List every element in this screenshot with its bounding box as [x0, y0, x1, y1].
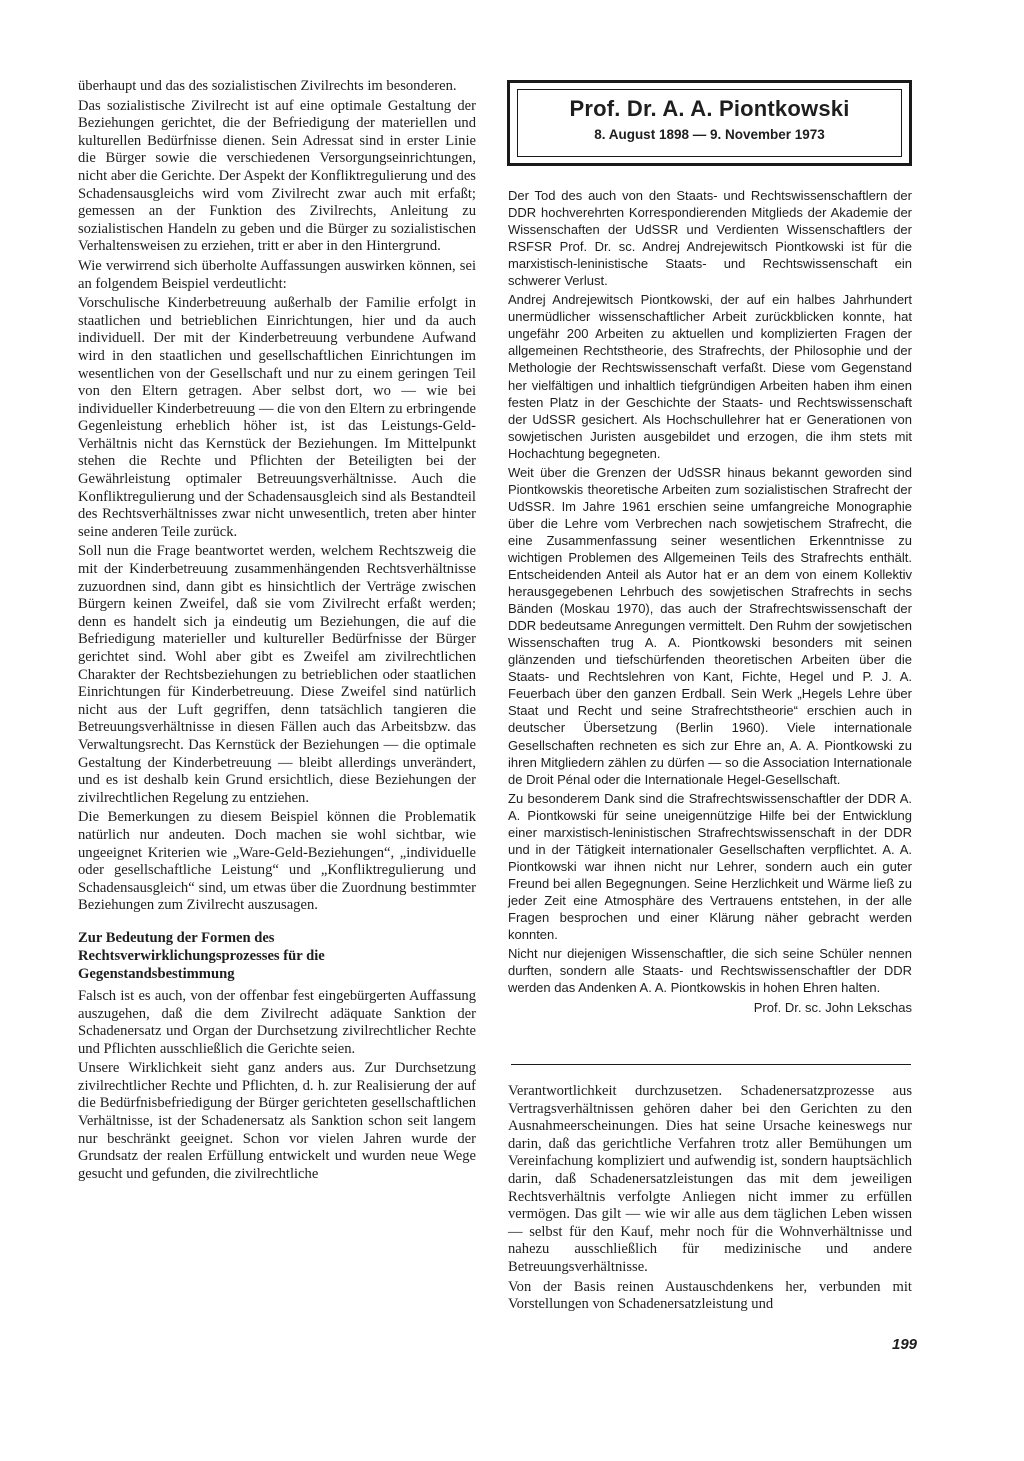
obituary-text	[508, 187, 912, 1016]
obituary-paragraph: Weit über die Grenzen der UdSSR hinaus bekannt geworden sind Piontkowskis theoretische Arbeiten zum sozialistischen Strafrecht der UdSSR. Im Jahre 1961 erschien seine umfangreiche Monographie über die Lehre vom Verbrechen nach sowjetischem Strafrecht, die eine Zusammenfassung seiner wesentlichen Erkenntnisse zu wichtigen Problemen des Allgemeinen Teils des Strafrechts enthält. Entscheidenden Anteil als Autor hat er an dem von einem Kollektiv herausgegebenen Lehrbuch des sowjetischen Strafrechts in sechs Bänden (Moskau 1970), das auch der Strafrechtswissenschaft der DDR bedeutsame Anregungen vermittelt. Den Ruhm der sowjetischen Wissenschaften trug A. A. Piontkowski besonders mit seinen glänzenden und tiefschürfenden theoretischen Arbeiten über die Staats- und Rechtslehren von Kant, Fichte, Hegel und P. J. A. Feuerbach über den ganzen Erdball. Sein Werk „Hegels Lehre über Staat und Recht und seine Strafrechtstheorie“ erschien auch in deutscher Übersetzung (Berlin 1960). Viele internationale Gesellschaften rechneten es sich zur Ehre an, A. A. Piontkowski zu ihren Mitgliedern zählen zu dürfen — so die Association Internationale de Droit Pénal oder die Internationale Hegel-Gesellschaft.	[508, 464, 912, 787]
paragraph: Das sozialistische Zivilrecht ist auf eine optimale Gestaltung der Beziehungen gerichtet, die der Befriedigung der materiellen und kulturellen Bedürfnisse dienen. Sein Adressat sind in erster Linie die Bürger sowie die verschiedenen Versorgungseinrichtungen, nicht aber die Gerichte. Der Aspekt der Konfliktregulierung und des Schadensausgleichs wird vom Zivilrecht zwar auch mit erfaßt; gemessen an der Funktion des Zivilrechts, Anleitung zu sozialistischen Handeln zu geben und die Bürger zu sozialistischen Verhaltensweisen zu erziehen, tritt er aber in den Hintergrund.	[78, 97, 476, 255]
left-column	[78, 78, 476, 1183]
obituary-paragraph: Nicht nur diejenigen Wissenschaftler, die sich seine Schüler nennen durften, sondern alle Staats- und Rechtswissenschaftler der DDR werden das Andenken A. A. Piontkowskis in hohen Ehren halten.	[508, 946, 912, 996]
paragraph: Falsch ist es auch, von der offenbar fest eingebürgerten Auffassung auszugehen, daß die dem Zivilrecht adäquate Sanktion der Schadenersatz und Organ der Durchsetzung zivilrechtlicher Rechte und Pflichten ausschließlich die Gerichte seien.	[78, 987, 476, 1057]
obituary-paragraph: Andrej Andrejewitsch Piontkowski, der auf ein halbes Jahrhundert unermüdlicher wissenschaftlicher Arbeit zurückblicken konnte, hat ungefähr 200 Arbeiten zu aktuellen und komplizierten Fragen der allgemeinen Rechtstheorie, des Strafrechts, der Philosophie und der Methologie der Rechtswissenschaft verfaßt. Diese vom Gegenstand her vielfältigen und inhaltlich tiefgründigen Arbeiten haben ihm einen festen Platz in der Geschichte der Staats- und Rechtswissenschaft der UdSSR gesichert. Als Hochschullehrer hat er Generationen von sowjetischen Juristen ausgebildet und erzogen, die ihm stets mit Hochachtung begegneten.	[508, 292, 912, 461]
obituary-title-inner-frame	[517, 89, 902, 157]
obituary-paragraph: Zu besonderem Dank sind die Strafrechtswissenschaftler der DDR A. A. Piontkowski für seine uneigennützige Hilfe bei der Entwicklung einer marxistisch-leninistischen Strafrechtswissenschaft in der DDR und in der Tätigkeit internationaler Gesellschaften verpflichtet. A. A. Piontkowski war ihnen nicht nur Lehrer, sondern auch ein guter Freund bei allen Begegnungen. Seine Herzlichkeit und Wärme ließ zu jeder Zeit eine Atmosphäre des Vertrauens entstehen, in der alle Fragen besprochen und einer Klärung näher gebracht werden konnten.	[508, 790, 912, 943]
paragraph: Wie verwirrend sich überholte Auffassungen auswirken können, sei an folgendem Beispiel verdeutlicht:	[78, 257, 476, 292]
paragraph: überhaupt und das des sozialistischen Zivilrechts im besonderen.	[78, 78, 457, 94]
section-heading: Zur Bedeutung der Formen des Rechtsverwirklichungsprozesses für die Gegenstandsbestimmung	[78, 929, 325, 982]
paragraph: Soll nun die Frage beantwortet werden, welchem Rechtszweig die mit der Kinderbetreuung zusammenhängenden Rechtsverhältnisse zuzuordnen sind, dann gibt es hinsichtlich der Verträge zwischen Bürgern keinen Zweifel, daß sie vom Zivilrecht erfaßt werden; denn es handelt sich ja eindeutig um Beziehungen, die auf die Befriedigung materieller und kultureller Bedürfnisse der Bürger gerichtet sind. Wohl aber gibt es Zweifel am zivilrechtlichen Charakter der Rechtsbeziehungen zu betrieblichen oder staatlichen Einrichtungen für Kinderbetreuung. Diese Zweifel sind natürlich nicht aus der Luft gegriffen, denn tatsächlich tangieren die Betreuungsverhältnisse in diesen Fällen auch das Arbeitsbzw. das Verwaltungsrecht. Das Kernstück der Beziehungen — die optimale Gestaltung der Kinderbetreuung — bleibt allerdings unverändert, und es ist deshalb kein Grund ersichtlich, diese Beziehungen der zivilrechtlichen Regelung zu entziehen.	[78, 543, 476, 806]
obituary-signature: Prof. Dr. sc. John Lekschas	[753, 1000, 912, 1016]
obituary-paragraph: Der Tod des auch von den Staats- und Rechtswissenschaftlern der DDR hochverehrten Korrespondierenden Mitglieds der Akademie der Wissenschaften der UdSSR und Verdienten Wissenschaftlers der RSFSR Prof. Dr. sc. Andrej Andrejewitsch Piontkowski ist für die marxistisch-leninistische Staats- und Rechtswissenschaft ein schwerer Verlust.	[508, 188, 912, 289]
paragraph: Vorschulische Kinderbetreuung außerhalb der Familie erfolgt in staatlichen und betrieblichen Einrichtungen, hier und da auch individuell. Der mit der Kinderbetreuung verbundene Aufwand wird in den staatlichen und gesellschaftlichen Einrichtungen im wesentlichen von der Gesellschaft und nur zu einem geringen Teil von den Eltern getragen. Aber selbst dort, wo — wie bei individueller Kinderbetreuung — die von den Eltern zu erbringende Gegenleistung erheblich höher ist, ist das Leistungs-Geld-Verhältnis nicht das Kernstück der Beziehungen. Im Mittelpunkt stehen die Rechte und Pflichten der Beteiligten bei der Gewährleistung optimaler Betreuungsverhältnisse. Auch die Konfliktregulierung und der Schadensausgleich sind als Bestandteil des Rechtsverhältnisses zwar nicht unwesentlich, treten aber hinter seine anderen Teile zurück.	[78, 295, 476, 540]
obituary-title-box	[507, 80, 912, 166]
obituary-dates: 8. August 1898 — 9. November 1973	[594, 127, 825, 142]
page-number: 199	[892, 1336, 918, 1353]
divider-rule	[511, 1064, 911, 1065]
right-column-continuation	[508, 1083, 912, 1314]
obituary-name: Prof. Dr. A. A. Piontkowski	[569, 96, 850, 121]
paragraph: Verantwortlichkeit durchzusetzen. Schadenersatzprozesse aus Vertragsverhältnissen gehören daher bei den Gerichten zu den Ausnahmeerscheinungen. Dies hat seine Ursache keineswegs nur darin, daß das gerichtliche Verfahren trotz aller Bemühungen um Vereinfachung kompliziert und aufwendig ist, sondern hauptsächlich darin, daß Schadenersatzleistungen das mit dem jeweiligen Rechtsverhältnis verfolgte Anliegen nicht immer zu erfüllen vermögen. Das gilt — wie wir alle aus dem täglichen Leben wissen — selbst für den Kauf, mehr noch für die Wohnverhältnisse und nahezu ausschließlich für medizinische und andere Betreuungsverhältnisse.	[508, 1083, 912, 1275]
paragraph: Unsere Wirklichkeit sieht ganz anders aus. Zur Durchsetzung zivilrechtlicher Rechte und Pflichten, d. h. zur Realisierung der auf die Bedürfnisbefriedigung der Bürger gerichteten gesellschaftlichen Verhältnisse, ist der Schadenersatz als Sanktion schon seit langem nur beschränkt geeignet. Schon vor vielen Jahren wurde der Grundsatz der realen Erfüllung entwickelt und wurden neue Wege gesucht und gefunden, die zivilrechtliche	[78, 1060, 476, 1182]
paragraph: Die Bemerkungen zu diesem Beispiel können die Problematik natürlich nur andeuten. Doch machen sie wohl sichtbar, wie ungeeignet Kriterien wie „Ware-Geld-Beziehungen“, „individuelle oder gesellschaftliche Leistung“ und „Konfliktregulierung und Schadensausgleich“ sind, um etwas über die Zuordnung bestimmter Beziehungen zum Zivilrecht auszusagen.	[78, 809, 476, 914]
paragraph: Von der Basis reinen Austauschdenkens her, verbunden mit Vorstellungen von Schadenersatzleistung und	[508, 1278, 912, 1313]
